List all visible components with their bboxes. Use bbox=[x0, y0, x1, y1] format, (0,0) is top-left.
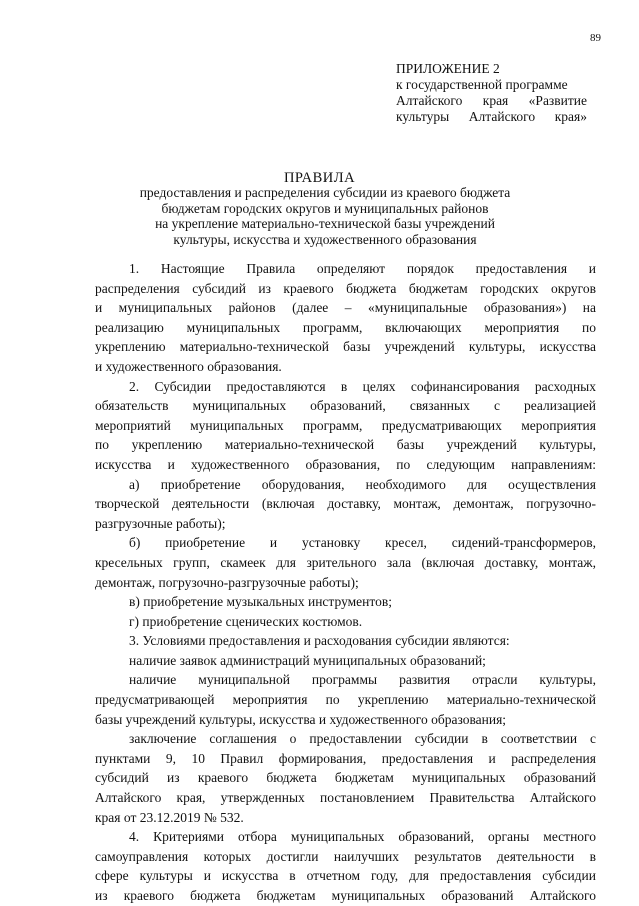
annex-line: к государственной программе bbox=[396, 77, 568, 92]
body-line: субсидий из краевого бюджета бюджетам муниципальных образований bbox=[95, 770, 596, 786]
body-line: самоуправления которых достигли наилучших результатов деятельности в bbox=[95, 848, 596, 864]
page-number: 89 bbox=[590, 32, 601, 44]
body-line: укреплению материально-технической базы учреждений культуры, искусства bbox=[95, 339, 596, 355]
body-line: в) приобретение музыкальных инструментов; bbox=[129, 594, 392, 610]
body-line: наличие заявок администраций муниципальных образований; bbox=[129, 652, 486, 668]
subtitle-line: на укрепление материально-технической базы учреждений bbox=[155, 216, 495, 231]
body-line: заключение соглашения о предоставлении субсидии в соответствии с bbox=[129, 731, 596, 747]
subtitle-line: культуры, искусства и художественного образования bbox=[173, 231, 477, 247]
body-line: сфере культуры и искусства в отчетном году, для предоставления субсидии bbox=[95, 868, 596, 884]
body-line: 3. Условиями предоставления и расходования субсидии являются: bbox=[129, 633, 510, 649]
body-line: распределения субсидий из краевого бюджета бюджетам городских округов bbox=[95, 280, 596, 296]
subtitle-line: предоставления и распределения субсидии из краевого бюджета bbox=[139, 185, 511, 200]
body-line: края от 23.12.2019 № 532. bbox=[95, 809, 244, 825]
body-line: обязательств муниципальных образований, связанных с реализацией bbox=[95, 398, 596, 414]
body-line: 2. Субсидии предоставляются в целях софинансирования расходных bbox=[129, 378, 596, 394]
body-line: а) приобретение оборудования, необходимого для осуществления bbox=[129, 476, 596, 492]
body-line: демонтаж, погрузочно-разгрузочные работы); bbox=[95, 574, 359, 590]
body-line: Алтайского края, утвержденных постановлением Правительства Алтайского bbox=[95, 790, 596, 806]
annex-line: Алтайского края «Развитие bbox=[396, 93, 587, 108]
body-line: из краевого бюджета бюджетам муниципальных образований Алтайского bbox=[95, 888, 596, 903]
body-line: пунктами 9, 10 Правил формирования, предоставления и распределения bbox=[95, 750, 596, 766]
body-line: б) приобретение и установку кресел, сидений-трансформеров, bbox=[129, 535, 596, 551]
document-body bbox=[95, 259, 596, 906]
body-line: искусства и художественного образования, по следующим направлениям: bbox=[95, 456, 596, 472]
body-line: мероприятий муниципальных программ, предусматривающих мероприятия bbox=[95, 417, 596, 433]
document-title: ПРАВИЛА bbox=[283, 170, 356, 186]
body-line: кресельных групп, скамеек для зрительного зала (включая доставку, монтаж, bbox=[95, 554, 596, 570]
annex-title: ПРИЛОЖЕНИЕ 2 bbox=[396, 61, 500, 76]
annex-header bbox=[396, 61, 587, 125]
body-line: по укреплению материально-технической базы учреждений культуры, bbox=[95, 437, 596, 453]
body-line: и художественного образования. bbox=[95, 358, 282, 374]
body-line: 4. Критериями отбора муниципальных образований, органы местного bbox=[129, 829, 596, 845]
body-line: 1. Настоящие Правила определяют порядок предоставления и bbox=[129, 261, 596, 276]
body-line: базы учреждений культуры, искусства и художественного образования; bbox=[95, 711, 507, 727]
document-subtitle bbox=[110, 185, 540, 247]
body-line: г) приобретение сценических костюмов. bbox=[129, 613, 363, 629]
body-line: разгрузочные работы); bbox=[95, 515, 226, 531]
body-line: наличие муниципальной программы развития отрасли культуры, bbox=[129, 672, 596, 688]
subtitle-line: бюджетам городских округов и муниципальных районов bbox=[161, 200, 489, 216]
body-line: и муниципальных районов (далее – «муниципальные образования») на bbox=[95, 300, 596, 316]
body-line: творческой деятельности (включая доставку, монтаж, демонтаж, погрузочно- bbox=[95, 496, 596, 512]
body-line: предусматривающей мероприятия по укреплению материально-технической bbox=[95, 692, 596, 708]
body-line: реализацию муниципальных программ, включающих мероприятия по bbox=[95, 319, 596, 335]
annex-line: культуры Алтайского края» bbox=[396, 109, 587, 124]
